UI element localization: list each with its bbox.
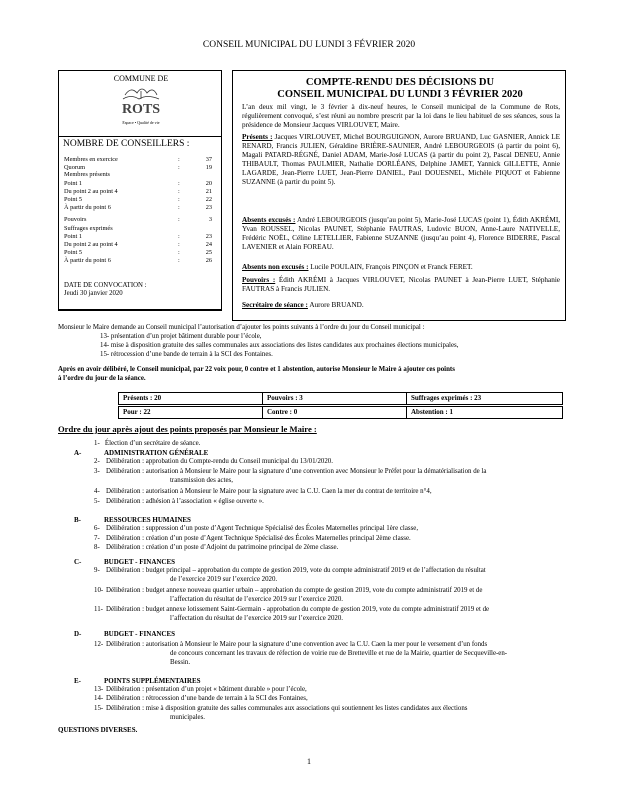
separator: :	[178, 163, 180, 171]
agenda-line	[94, 488, 564, 497]
secretaire-text: Aurore BRUAND.	[307, 301, 364, 309]
demande-item	[100, 333, 262, 342]
agenda-number: 11-	[94, 606, 103, 613]
agenda-section	[74, 677, 414, 686]
agenda-section	[74, 449, 414, 458]
separator: :	[178, 196, 180, 203]
conseiller-label: Quorum	[64, 163, 85, 171]
agenda-text: Délibération : autorisation à Monsieur le Maire pour la signature d’une convention avec la C.U. Caen la mer pour le versement d’un fonds	[106, 641, 488, 648]
agenda-line	[94, 567, 564, 576]
logo-text: ROTS	[121, 102, 161, 117]
conseiller-value: 25	[205, 249, 212, 256]
conseiller-label: Point 1	[64, 180, 83, 187]
separator: :	[178, 241, 180, 248]
agenda-line	[94, 458, 564, 467]
agenda-line	[94, 714, 564, 723]
conseiller-label: Du point 2 au point 4	[64, 188, 118, 195]
agenda-number: 5-	[94, 498, 100, 505]
conseiller-label: À partir du point 6	[64, 257, 111, 264]
agenda-line	[94, 650, 564, 659]
agenda-line	[94, 544, 564, 553]
conseillers-title: NOMBRE DE CONSEILLERS :	[63, 139, 190, 149]
secretaire-label: Secrétaire de séance :	[242, 301, 308, 309]
conseiller-row	[64, 180, 214, 188]
agenda-item-1: 1- Élection d’un secrétaire de séance.	[94, 440, 201, 447]
conseiller-label: Du point 2 au point 4	[64, 241, 118, 248]
agenda-line	[94, 659, 564, 668]
item-number: 14-	[100, 342, 110, 349]
excuses-label: Absents excusés :	[242, 216, 296, 224]
page-number: 1	[307, 757, 311, 766]
votes-pour: Pour : 22	[119, 407, 263, 419]
non-excuses-text: Lucile POULAIN, François PINÇON et Franck FERET.	[308, 263, 473, 271]
section-letter: C-	[74, 558, 82, 566]
conseiller-value: 24	[205, 241, 212, 248]
section-letter: B-	[74, 516, 81, 524]
conseiller-row	[64, 233, 214, 241]
conseiller-value: 37	[205, 156, 212, 163]
conseiller-row	[64, 196, 214, 204]
agenda-line	[94, 535, 564, 544]
questions-diverses: QUESTIONS DIVERSES.	[58, 726, 138, 734]
section-name: RESSOURCES HUMAINES	[104, 516, 191, 524]
conseiller-label: Membres présents	[64, 171, 110, 178]
compte-rendu-title-line2: CONSEIL MUNICIPAL DU LUNDI 3 FÉVRIER 2020	[277, 89, 523, 100]
agenda-number: 15-	[94, 705, 104, 712]
agenda-text: Délibération : autorisation à Monsieur le Maire pour la signature avec la C.U. Caen la mer du contrat de territoire n°4,	[106, 488, 432, 495]
agenda-text: municipales.	[170, 714, 206, 721]
agenda-number: 4-	[94, 488, 100, 495]
agenda-text: l’affectation du résultat de l’exercice 2019 sur l’exercice 2020.	[170, 615, 344, 622]
separator: :	[178, 188, 180, 195]
agenda-text: Délibération : budget annexe lotissement Saint-Germain - approbation du compte de gestion 2019, vote du compte administratif 2019 et de	[106, 606, 490, 613]
agenda-line	[94, 641, 564, 650]
item-text: présentation d’un projet bâtiment durable pour l’école,	[110, 333, 262, 340]
agenda-line	[94, 477, 564, 486]
conseiller-value: 22	[205, 196, 212, 203]
agenda-line	[94, 587, 564, 596]
excuses-text: André LEBOURGEOIS (jusqu’au point 5), Marie-José LUCAS (point 1), Édith AKRÉMI, Yvan ROUSSEL, Nicolas PAUNET, Stéphanie FAUTRAS, Ludovic BUON, Anne-Laure NATIVELLE, Frédéric NOËL, Céline LETELLIER, Fabienne SUZANNE (jusqu’au point 4), Florence BIDERRE, Pascal LAVENIER et Alain FOREAU.	[242, 216, 561, 252]
agenda-number: 7-	[94, 535, 100, 542]
item-number: 15-	[100, 351, 110, 358]
agenda-number: 12-	[94, 641, 104, 648]
pouvoirs-text: Édith AKRÉMI à Jacques VIRLOUVET, Nicolas PAUNET à Jean-Pierre LUET, Stéphanie FAUTRAS à Francis JULIEN.	[242, 276, 561, 294]
separator: :	[178, 233, 180, 240]
agenda-text: Délibération : création d’un poste d’Agent Technique Spécialisé des Écoles Maternelles principal 2ème classe.	[106, 535, 411, 542]
agenda-text: Délibération : création d’un poste d’Adjoint du patrimoine principal de 2ème classe.	[106, 544, 339, 551]
section-name: ADMINISTRATION GÉNÉRALE	[104, 449, 209, 457]
agenda-line	[94, 498, 564, 507]
conseiller-row	[64, 188, 214, 196]
agenda-text: Délibération : approbation du Compte-rendu du Conseil municipal du 13/01/2020.	[106, 458, 333, 465]
presents-text: Jacques VIRLOUVET, Michel BOURGUIGNON, Aurore BRUAND, Luc GASNIER, Annick LE RENARD, Francis JULIEN, Géraldine BRIÈRE-SAUNIER, André LEBOURGEOIS (à partir du point 6), Magali PATARD-RÉGNÉ, Daniel ADAM, Marie-José LUCAS (à partir du point 2), Pascal DENEU, Annie THIBAULT, Thomas PAULMIER, Nathalie DORLÉANS, Delphine JAMET, Yannick GILLETTE, Annie LAGARDE, Jean-Pierre LUET, Jean-Pierre DANIEL, Paul DOUESNEL, Michèle PIQUOT et Fabienne SUZANNE (à partir du point 5).	[242, 133, 560, 187]
conseiller-label: Point 1	[64, 233, 83, 240]
decision-line2: à l’ordre du jour de la séance.	[58, 375, 146, 382]
item-number: 13-	[100, 333, 110, 340]
agenda-text: Délibération : suppression d’un poste d’Agent Technique Spécialisé des Écoles Maternelles principal 1ère classe,	[106, 525, 419, 532]
conseiller-row	[64, 249, 214, 257]
votes-suffrages: Suffrages exprimés : 23	[407, 393, 563, 405]
non-excuses-paragraph	[242, 263, 560, 272]
agenda-text: de l’exercice 2019 sur l’exercice 2020.	[170, 576, 278, 583]
section-letter: A-	[74, 449, 82, 457]
votes-contre: Contre : 0	[263, 407, 407, 419]
votes-pouvoirs: Pouvoirs : 3	[263, 393, 407, 405]
conseiller-label: Suffrages exprimés	[64, 225, 113, 232]
conseiller-row	[64, 216, 214, 224]
conseiller-row	[64, 225, 214, 233]
section-letter: E-	[74, 677, 81, 685]
non-excuses-label: Absents non excusés :	[242, 263, 309, 271]
item-text: rétrocession d’une bande de terrain à la SCI des Fontaines.	[110, 351, 273, 358]
convocation-label: DATE DE CONVOCATION :	[64, 282, 147, 289]
agenda-text: Délibération : mise à disposition gratuite des salles communales aux associations qui soutiennent les listes candidates aux élections	[106, 705, 468, 712]
excuses-paragraph	[242, 216, 560, 252]
conseiller-value: 26	[205, 257, 212, 264]
agenda-line	[94, 576, 564, 585]
conseillers-box	[58, 136, 222, 311]
separator: :	[178, 249, 180, 256]
demande-item	[100, 342, 458, 351]
agenda-line	[94, 705, 564, 714]
agenda-number: 9-	[94, 567, 100, 574]
separator: :	[178, 216, 180, 223]
conseiller-row	[64, 171, 214, 179]
conseiller-row	[64, 204, 214, 212]
separator: :	[178, 204, 180, 211]
conseiller-value: 23	[205, 204, 212, 211]
compte-rendu-box	[232, 70, 566, 321]
agenda-text: Bessin.	[170, 659, 191, 666]
votes-table-1	[118, 392, 563, 405]
agenda-line	[94, 606, 564, 615]
pouvoirs-label: Pouvoirs :	[242, 276, 276, 284]
conseiller-value: 3	[208, 216, 212, 223]
presents-paragraph	[242, 133, 560, 188]
pouvoirs-paragraph	[242, 276, 560, 294]
agenda-number: 10-	[94, 587, 104, 594]
agenda-line	[94, 686, 564, 695]
agenda-section	[74, 516, 414, 525]
agenda-section	[74, 558, 414, 567]
decision-line1: Après en avoir délibéré, le Conseil municipal, par 22 voix pour, 0 contre et 1 abstention, autorise Monsieur le Maire à ajouter ces points	[58, 366, 455, 373]
section-name: POINTS SUPPLÉMENTAIRES	[104, 677, 201, 685]
agenda-text: Délibération : rétrocession d’une bande de terrain à la SCI des Fontaines,	[106, 695, 308, 702]
agenda-text: Délibération : budget principal – approbation du compte de gestion 2019, vote du compte administratif 2019 et de l’affectation du résultat	[106, 567, 486, 574]
conseiller-row	[64, 257, 214, 265]
demande-item	[100, 351, 273, 360]
conseiller-value: 21	[205, 188, 212, 195]
conseiller-value: 20	[205, 180, 212, 187]
conseiller-label: Point 5	[64, 196, 83, 203]
ordre-title: Ordre du jour après ajout des points proposés par Monsieur le Maire :	[58, 424, 317, 434]
separator: :	[178, 180, 180, 187]
compte-rendu-title-line1: COMPTE-RENDU DES DÉCISIONS DU	[305, 77, 495, 88]
agenda-number: 8-	[94, 544, 100, 551]
logo-slogan: Espace • Qualité de vie	[122, 120, 160, 125]
conseiller-value: 19	[205, 163, 212, 171]
agenda-section	[74, 630, 414, 639]
conseiller-label: Pouvoirs	[64, 216, 87, 223]
conseiller-label: À partir du point 6	[64, 204, 111, 211]
agenda-text: Délibération : adhésion à l’association « église ouverte ».	[106, 498, 264, 505]
presents-label: Présents :	[242, 133, 273, 141]
agenda-line	[94, 615, 564, 624]
votes-table-2	[118, 406, 563, 419]
conseiller-label: Membres en exercice	[64, 156, 118, 163]
agenda-number: 2-	[94, 458, 100, 465]
votes-presents: Présents : 20	[119, 393, 263, 405]
agenda-text: l’affectation du résultat de l’exercice 2019 sur l’exercice 2020.	[170, 596, 344, 603]
rots-logo-icon	[115, 85, 167, 119]
votes-abstention: Abstention : 1	[407, 407, 563, 419]
conseiller-row	[64, 241, 214, 249]
agenda-text: transmission des actes,	[170, 477, 233, 484]
item-text: mise à disposition gratuite des salles communales aux associations des listes candidates aux prochaines élections municipales,	[110, 342, 459, 349]
demande-text: Monsieur le Maire demande au Conseil municipal l’autorisation d’ajouter les points suivants à l’ordre du jour du Conseil municipal :	[58, 324, 425, 331]
agenda-text: Délibération : présentation d’un projet « bâtiment durable » pour l’école,	[106, 686, 307, 693]
agenda-number: 14-	[94, 695, 104, 702]
convocation-date: Jeudi 30 janvier 2020	[64, 290, 123, 297]
section-name: BUDGET - FINANCES	[104, 630, 176, 638]
agenda-line	[94, 695, 564, 704]
agenda-line	[94, 596, 564, 605]
agenda-text: de concours concernant les travaux de réfection de voirie rue de Bretteville et rue de la Mairie, quartier de Secqueville-en-	[170, 650, 508, 657]
separator: :	[178, 257, 180, 264]
conseiller-label: Point 5	[64, 249, 83, 256]
agenda-line	[94, 468, 564, 477]
agenda-item-1-text: Élection d’un secrétaire de séance.	[104, 440, 201, 447]
intro-paragraph: L’an deux mil vingt, le 3 février à dix-neuf heures, le Conseil municipal de la Commune de Rots, régulièrement convoqué, s’est réuni au nombre prescrit par la loi dans le lieu habituel de ses séances, sous la présidence de Monsieur Jacques VIRLOUVET, Maire.	[242, 103, 560, 130]
secretaire-paragraph	[242, 301, 560, 310]
commune-name: COMMUNE DE	[113, 74, 169, 83]
agenda-number: 6-	[94, 525, 100, 532]
section-letter: D-	[74, 630, 82, 638]
conseiller-value: 23	[205, 233, 212, 240]
agenda-number: 13-	[94, 686, 104, 693]
separator: :	[178, 156, 180, 163]
section-name: BUDGET - FINANCES	[104, 558, 176, 566]
agenda-number: 3-	[94, 468, 100, 475]
page-title: CONSEIL MUNICIPAL DU LUNDI 3 FÉVRIER 2020	[202, 40, 416, 50]
agenda-line	[94, 525, 564, 534]
agenda-text: Délibération : budget annexe nouveau quartier urbain – approbation du compte de gestion 2019, vote du compte administratif 2019 et de	[106, 587, 483, 594]
agenda-text: Délibération : autorisation à Monsieur le Maire pour la signature d’une convention avec Monsieur le Préfet pour la dématérialisation de la	[106, 468, 487, 475]
